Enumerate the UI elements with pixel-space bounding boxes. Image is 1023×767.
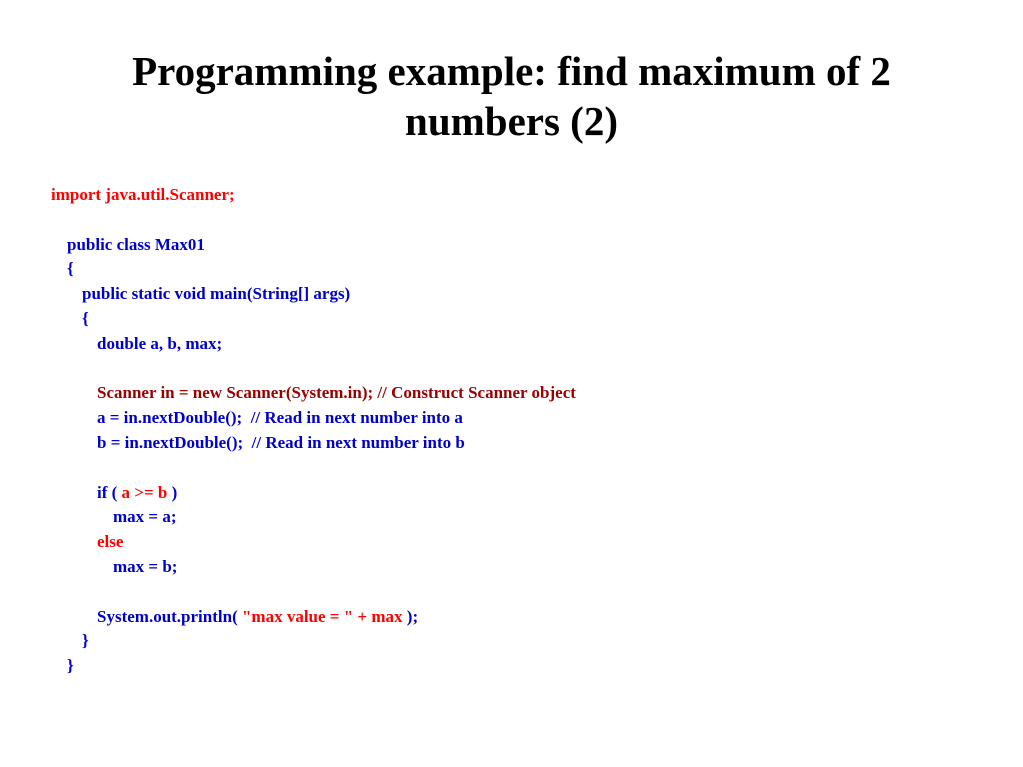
code-line-blank [51,208,991,233]
code-line-main-declaration: public static void main(String[] args) [82,284,351,304]
code-line-else: else [97,532,124,552]
code-line-read-b: b = in.nextDouble(); // Read in next number into b [97,432,465,452]
slide-title: Programming example: find maximum of 2 numbers (2) [132,48,891,144]
code-line-read-a: a = in.nextDouble(); // Read in next number into a [97,408,463,428]
code-listing [51,183,991,679]
println-argument: "max value = " + max [241,606,403,626]
code-line-class-open-brace: { [67,259,74,279]
code-line-println [51,605,991,630]
if-close-paren: ) [171,482,178,502]
code-line-import: import java.util.Scanner; [51,185,235,204]
code-line-blank [51,357,991,382]
code-line-assign-b: max = b; [113,556,178,576]
code-line-variable-declaration: double a, b, max; [97,333,223,353]
code-line-if [51,481,991,506]
code-line-main-open-brace: { [82,308,89,328]
println-end: ); [402,606,419,626]
code-line-blank [51,456,991,481]
code-line-class-close-brace: } [67,656,74,676]
if-keyword: if ( [97,482,118,502]
code-line-scanner: Scanner in = new Scanner(System.in); // Construct Scanner object [97,383,576,403]
code-line-blank [51,580,991,605]
code-line-main-close-brace: } [82,631,89,651]
code-line-assign-a: max = a; [113,507,177,527]
if-condition: a >= b [117,482,172,502]
println-call: System.out.println( [97,606,242,626]
code-line-class-declaration: public class Max01 [67,234,205,254]
